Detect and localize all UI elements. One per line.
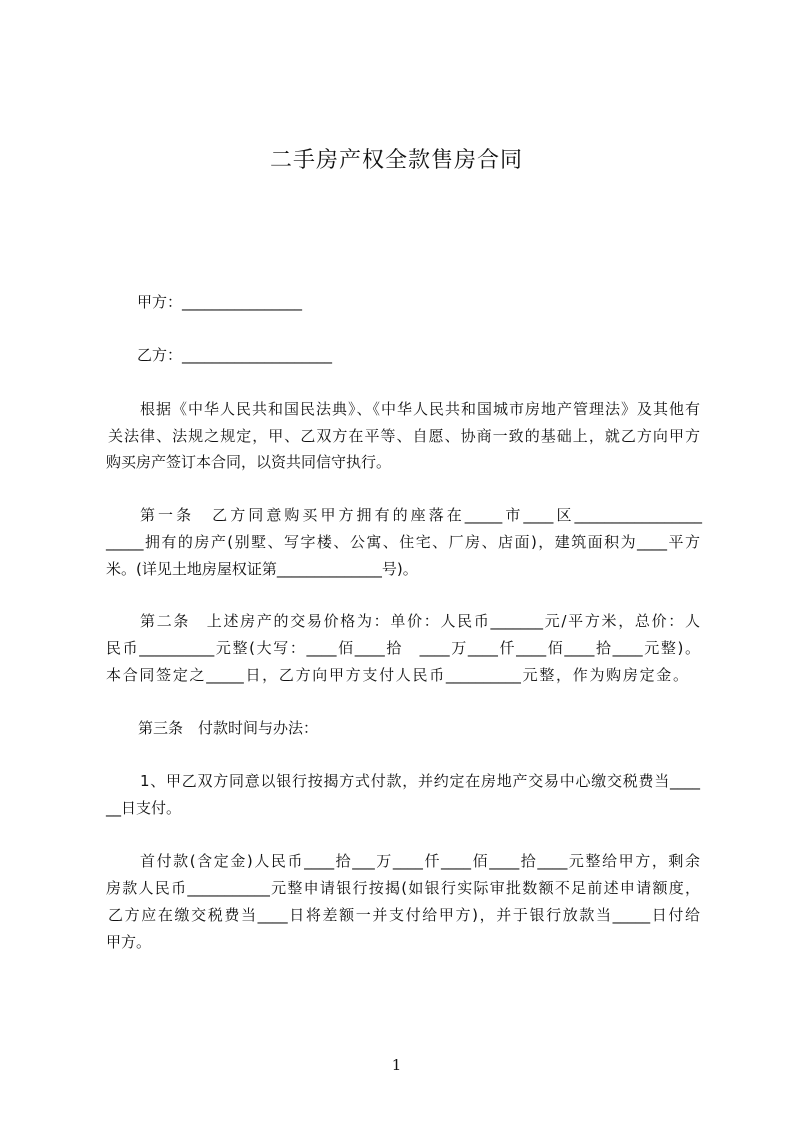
article-1-line-3: 米。(详见土地房屋权证第______________号)。 [106, 560, 418, 578]
down-payment-line-2: 房款人民币___________元整申请银行按揭(如银行实际审批数额不足前述申请额度， [106, 879, 700, 897]
article-1-line-2: _____拥有的房产(别墅、写字楼、公寓、住宅、厂房、店面)，建筑面积为____平方 [106, 533, 700, 551]
article-3-heading: 第三条 付款时间与办法： [138, 719, 319, 737]
down-payment-line-3: 乙方应在缴交税费当____日将差额一并支付给甲方)，并于银行放款当_____日付给 [108, 906, 700, 924]
down-payment-line-1: 首付款(含定金)人民币____拾___万____仟____佰____拾____元整给甲方，剩余 [140, 852, 700, 870]
article-2-line-3: 本合同签定之_____日，乙方向甲方支付人民币__________元整，作为购房定金。 [106, 666, 688, 684]
preamble-line-2: 关法律、法规之规定，甲、乙双方在平等、自愿、协商一致的基础上，就乙方向甲方 [108, 427, 700, 445]
down-payment-line-4: 甲方。 [106, 933, 152, 951]
page-number: 1 [391, 1056, 402, 1074]
article-2-line-2: 民币__________元整(大写：____佰____拾 ____万____仟____佰____拾____元整)。 [106, 639, 700, 657]
article-2-line-1: 第二条 上述房产的交易价格为：单价：人民币_______元/平方米，总价：人 [140, 612, 700, 630]
page-title: 二手房产权全款售房合同 [269, 148, 523, 173]
clause-1-line-2: __日支付。 [106, 799, 182, 817]
clause-1-line-1: 1、甲乙双方同意以银行按揭方式付款，并约定在房地产交易中心缴交税费当____ [140, 772, 700, 790]
party-b-line: 乙方：____________________ [137, 346, 333, 364]
article-1-line-1: 第一条 乙方同意购买甲方拥有的座落在_____市____区_________________ [140, 506, 702, 524]
preamble-line-3: 购买房产签订本合同，以资共同信守执行。 [106, 453, 392, 471]
party-a-line: 甲方：________________ [137, 293, 303, 311]
preamble-line-1: 根据《中华人民共和国民法典》、《中华人民共和国城市房地产管理法》及其他有 [140, 400, 700, 418]
